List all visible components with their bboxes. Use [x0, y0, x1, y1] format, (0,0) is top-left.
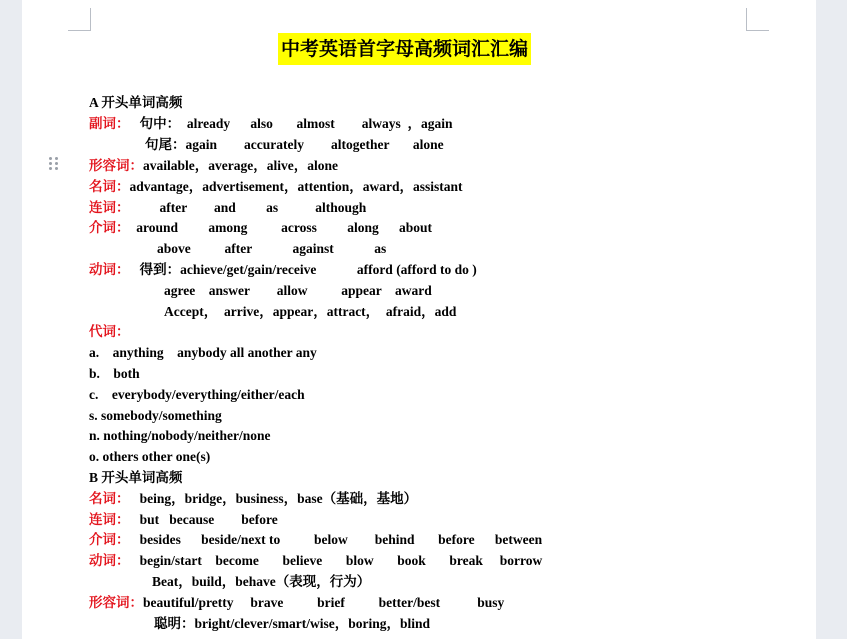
adverb-row-end: 句尾：again accurately altogether alone — [145, 137, 444, 152]
section-heading-a: A 开头单词高频 — [89, 95, 183, 110]
pronoun-row-b: b. both — [89, 366, 140, 381]
page-corner-mark-top-left — [68, 8, 91, 31]
b-preposition-row: 介词： besides beside/next to below behind before between — [89, 532, 543, 547]
pronoun-row-s: s. somebody/something — [89, 408, 222, 423]
conjunction-row: 连词： after and as although — [89, 200, 367, 215]
b-conjunction-row: 连词： but because before — [89, 512, 278, 527]
pronoun-row-o: o. others other one(s) — [89, 449, 211, 464]
pronoun-row-c: c. everybody/everything/either/each — [89, 387, 305, 402]
pronoun-heading: 代词： — [89, 324, 130, 339]
b-adjective-row-2: 聪明：bright/clever/smart/wise，boring，blind — [154, 616, 430, 631]
preposition-row-2: above after against as — [157, 241, 387, 256]
b-noun-row: 名词： being，bridge，business，base（基础，基地） — [89, 491, 418, 506]
verb-row-2: agree answer allow appear award — [164, 283, 432, 298]
b-adjective-row: 形容词：beautiful/pretty brave brief better/best busy — [89, 595, 505, 610]
b-verb-row-2: Beat，build，behave（表现，行为） — [152, 574, 371, 589]
section-heading-b: B 开头单词高频 — [89, 470, 183, 485]
page-corner-mark-top-right — [746, 8, 769, 31]
drag-handle-icon[interactable] — [48, 156, 60, 172]
adjective-row: 形容词：available，average，alive，alone — [89, 158, 338, 173]
pronoun-row-n: n. nothing/nobody/neither/none — [89, 428, 271, 443]
document-title: 中考英语首字母高频词汇汇编 — [278, 33, 531, 65]
preposition-row: 介词： around among across along about — [89, 220, 433, 235]
pronoun-row-a: a. anything anybody all another any — [89, 345, 317, 360]
adverb-row: 副词： 句中： already also almost always ，again — [89, 116, 453, 131]
verb-row: 动词： 得到：achieve/get/gain/receive afford (afford to do ) — [89, 262, 477, 277]
b-verb-row: 动词： begin/start become believe blow book break borrow — [89, 553, 543, 568]
verb-row-3: Accept， arrive，appear，attract， afraid，add — [164, 304, 457, 319]
noun-row: 名词：advantage，advertisement，attention，award，assistant — [89, 179, 463, 194]
